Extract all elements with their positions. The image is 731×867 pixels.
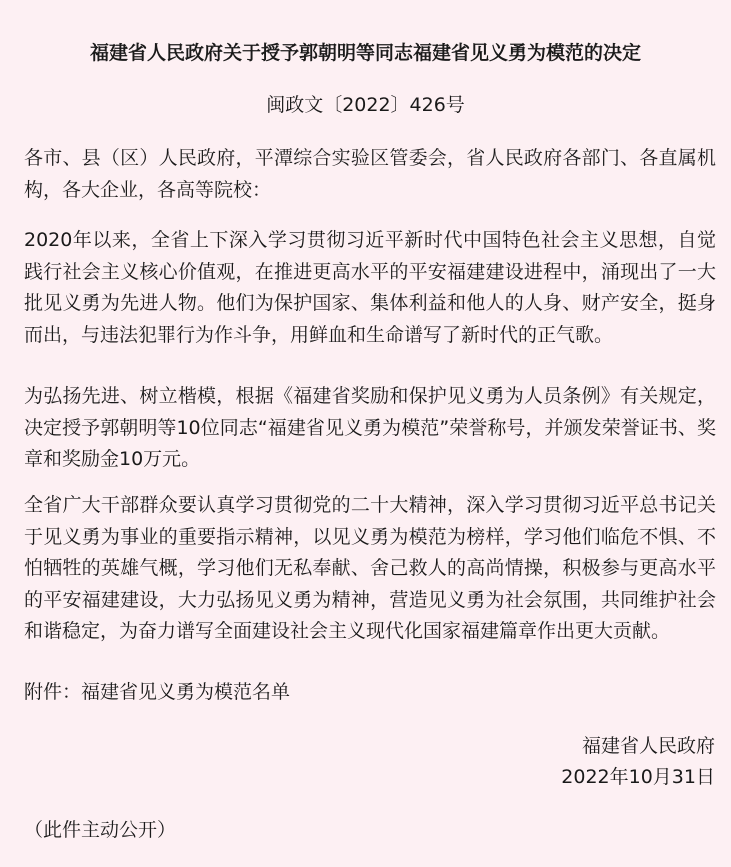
- signature-organization: 福建省人民政府: [581, 735, 715, 757]
- paragraph-3: 全省广大干部群众要认真学习贯彻党的二十大精神，深入学习贯彻习近平总书记关于见义勇为事业的重要指示精神，以见义勇为模范为榜样，学习他们临危不惧、不怕牺牲的英雄气概，学习他们无私奉献、舍己救人的高尚情操，积极参与更高水平的平安福建建设，大力弘扬见义勇为精神，营造见义勇为社会氛围，共同维护社会和谐稳定，为奋力谱写全面建设社会主义现代化国家福建篇章作出更大贡献。: [24, 494, 716, 642]
- addressee: 各市、县（区）人民政府，平潭综合实验区管委会，省人民政府各部门、各直属机构，各大企业，各高等院校：: [24, 147, 716, 201]
- attachment-note: 附件：福建省见义勇为模范名单: [24, 681, 291, 703]
- paragraph-2: 为弘扬先进、树立楷模，根据《福建省奖励和保护见义勇为人员条例》有关规定，决定授予郭朝明等10位同志“福建省见义勇为模范”荣誉称号，并颁发荣誉证书、奖章和奖励金10万元。: [24, 385, 716, 470]
- paragraph-1: 2020年以来，全省上下深入学习贯彻习近平新时代中国特色社会主义思想，自觉践行社会主义核心价值观，在推进更高水平的平安福建建设进程中，涌现出了一大批见义勇为先进人物。他们为保护国家、集体利益和他人的人身、财产安全，挺身而出，与违法犯罪行为作斗争，用鲜血和生命谱写了新时代的正气歌。: [24, 229, 716, 346]
- document-title: 福建省人民政府关于授予郭朝明等同志福建省见义勇为模范的决定: [89, 42, 641, 64]
- document-number: 闽政文〔2022〕426号: [266, 94, 465, 116]
- signature-date: 2022年10月31日: [561, 766, 715, 788]
- disclosure-note: （此件主动公开）: [24, 819, 177, 841]
